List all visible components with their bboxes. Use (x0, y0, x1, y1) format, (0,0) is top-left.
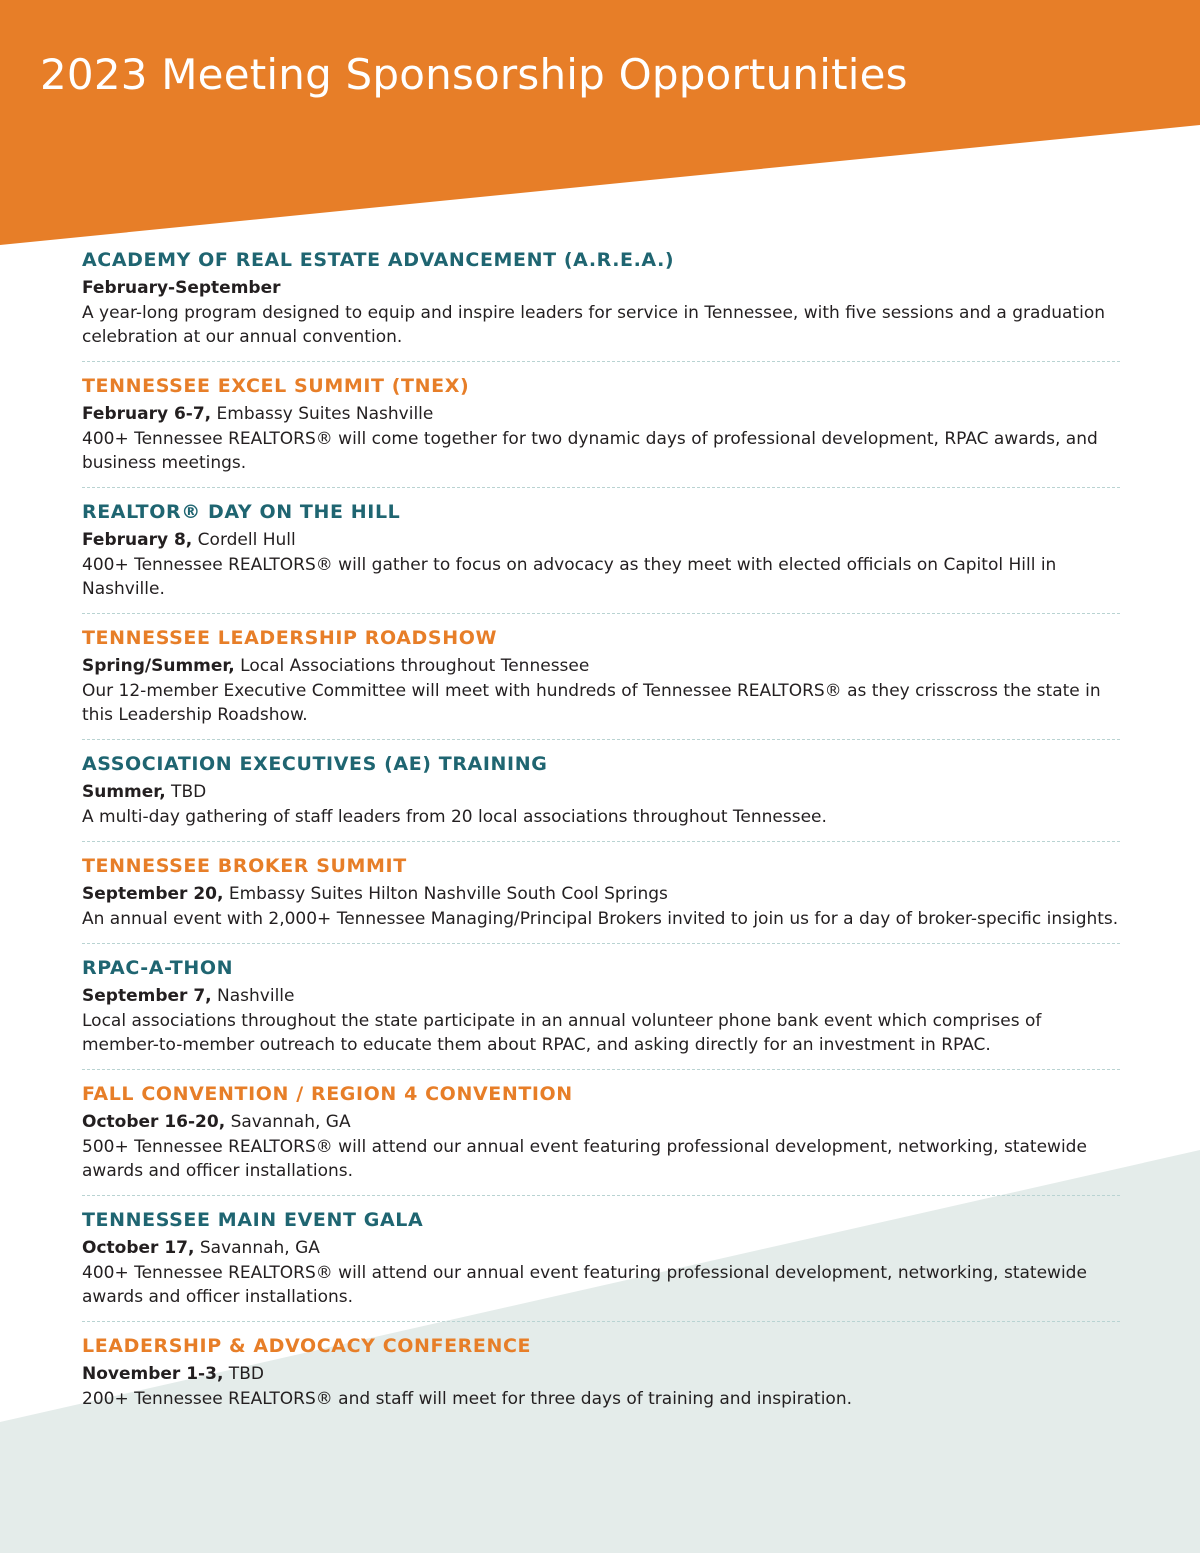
event-dateline (82, 984, 1120, 1009)
event-dateline (82, 276, 1120, 301)
event-location: Cordell Hull (192, 530, 296, 550)
event-list (82, 247, 1120, 1434)
event-date: February 6-7, (82, 404, 212, 424)
event-title: ASSOCIATION EXECUTIVES (AE) TRAINING (82, 753, 548, 775)
event-dateline (82, 402, 1120, 427)
page-title: 2023 Meeting Sponsorship Opportunities (40, 50, 908, 99)
event-description: Our 12-member Executive Committee will meet with hundreds of Tennessee REALTORS® as they crisscross the state in this Leadership Roadshow. (82, 681, 1101, 725)
event-location: Nashville (211, 986, 295, 1006)
event-description: 500+ Tennessee REALTORS® will attend our annual event featuring professional development, networking, statewide awards and officer installations. (82, 1137, 1087, 1181)
event-dateline (82, 1236, 1120, 1261)
event-title: ACADEMY OF REAL ESTATE ADVANCEMENT (A.R.E.A.) (82, 249, 675, 271)
event-title: TENNESSEE MAIN EVENT GALA (82, 1209, 424, 1231)
event-dateline (82, 882, 1120, 907)
event-location: TBD (223, 1364, 264, 1384)
event-dateline (82, 528, 1120, 553)
event-location: Savannah, GA (194, 1238, 320, 1258)
event-title: TENNESSEE LEADERSHIP ROADSHOW (82, 627, 498, 649)
event-date: September 20, (82, 884, 224, 904)
event-description: 400+ Tennessee REALTORS® will gather to focus on advocacy as they meet with elected officials on Capitol Hill in Nashville. (82, 555, 1057, 599)
event-item (82, 499, 1120, 614)
event-description: 400+ Tennessee REALTORS® will attend our annual event featuring professional development, networking, statewide awards and officer installations. (82, 1263, 1087, 1307)
event-item (82, 751, 1120, 842)
event-date: February 8, (82, 530, 193, 550)
event-title: TENNESSEE EXCEL SUMMIT (TNEX) (82, 375, 470, 397)
event-item (82, 247, 1120, 362)
event-item (82, 1207, 1120, 1322)
event-title: REALTOR® DAY ON THE HILL (82, 501, 401, 523)
event-description: 400+ Tennessee REALTORS® will come together for two dynamic days of professional development, RPAC awards, and business meetings. (82, 429, 1098, 473)
event-title: LEADERSHIP & ADVOCACY CONFERENCE (82, 1335, 532, 1357)
event-location: Savannah, GA (225, 1112, 351, 1132)
event-description: Local associations throughout the state participate in an annual volunteer phone bank event which comprises of member-to-member outreach to educate them about RPAC, and asking directly for an investment in RPAC. (82, 1011, 1042, 1055)
event-date: September 7, (82, 986, 212, 1006)
event-location: Embassy Suites Hilton Nashville South Cool Springs (223, 884, 668, 904)
event-dateline (82, 1110, 1120, 1135)
event-date: October 16-20, (82, 1112, 226, 1132)
event-dateline (82, 780, 1120, 805)
event-dateline (82, 1362, 1120, 1387)
event-location: Local Associations throughout Tennessee (234, 656, 590, 676)
event-description: An annual event with 2,000+ Tennessee Managing/Principal Brokers invited to join us for a day of broker-specific insights. (82, 909, 1119, 929)
event-title: RPAC-A-THON (82, 957, 234, 979)
event-location: TBD (165, 782, 207, 802)
event-description: A multi-day gathering of staff leaders from 20 local associations throughout Tennessee. (82, 807, 827, 827)
event-date: Spring/Summer, (82, 656, 235, 676)
event-item (82, 1081, 1120, 1196)
event-description: 200+ Tennessee REALTORS® and staff will meet for three days of training and inspiration. (82, 1389, 853, 1409)
event-item (82, 955, 1120, 1070)
event-date: October 17, (82, 1238, 195, 1258)
event-date: November 1-3, (82, 1364, 224, 1384)
event-item (82, 1333, 1120, 1423)
event-dateline (82, 654, 1120, 679)
event-item (82, 853, 1120, 944)
event-item (82, 625, 1120, 740)
event-title: TENNESSEE BROKER SUMMIT (82, 855, 407, 877)
event-date: February-September (82, 278, 281, 298)
event-title: FALL CONVENTION / REGION 4 CONVENTION (82, 1083, 573, 1105)
event-date: Summer, (82, 782, 166, 802)
event-description: A year-long program designed to equip and inspire leaders for service in Tennessee, with five sessions and a graduation celebration at our annual convention. (82, 303, 1105, 347)
event-location: Embassy Suites Nashville (211, 404, 434, 424)
event-item (82, 373, 1120, 488)
